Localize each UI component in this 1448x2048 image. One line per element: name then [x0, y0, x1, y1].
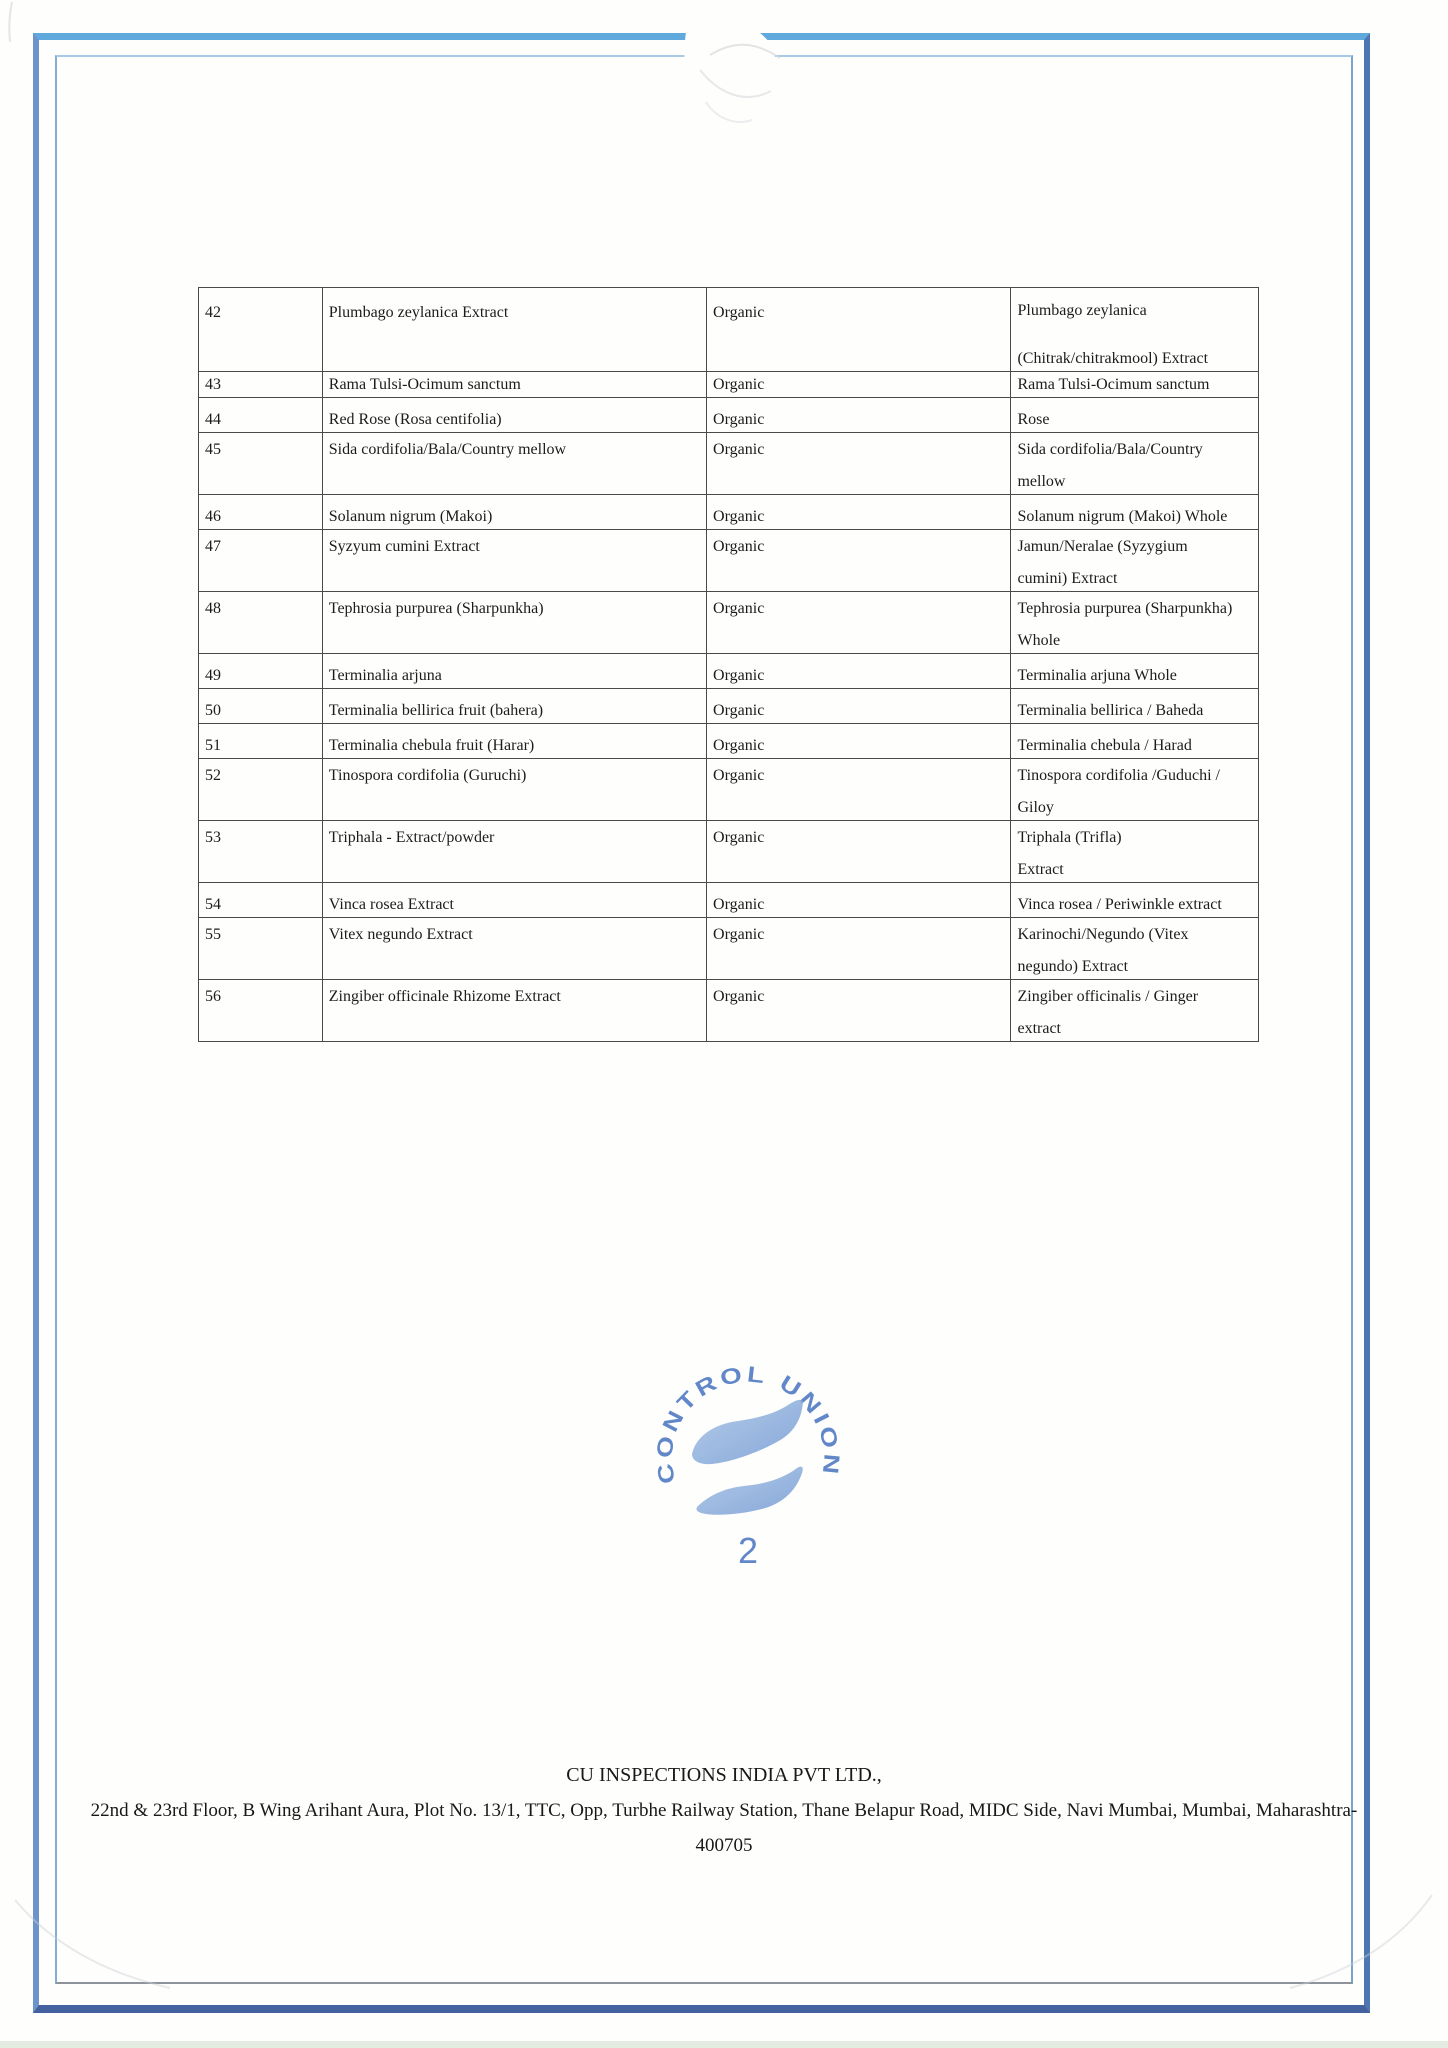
certification-cell: [707, 398, 1011, 432]
certified-name-line: Giloy: [1017, 799, 1054, 816]
certification-status: Organic: [713, 376, 765, 393]
certified-name-line: Vinca rosea / Periwinkle extract: [1017, 896, 1222, 913]
scan-edge-strip: [0, 2041, 1448, 2048]
certified-name-cell: [1011, 724, 1258, 758]
row-number: 49: [205, 667, 221, 684]
certified-name-line: Terminalia bellirica / Baheda: [1017, 702, 1204, 719]
certified-name-line: cumini) Extract: [1017, 570, 1118, 587]
table-row: [199, 495, 1258, 530]
row-number-cell: [199, 495, 323, 529]
row-number: 56: [205, 988, 221, 1005]
certification-status: Organic: [713, 538, 765, 555]
stamp-graphic: [650, 1358, 846, 1570]
table-row: [199, 980, 1258, 1042]
product-name-cell: [323, 592, 707, 653]
row-number-cell: [199, 398, 323, 432]
certification-status: Organic: [713, 411, 765, 428]
certification-status: Organic: [713, 896, 765, 913]
certification-status: Organic: [713, 441, 765, 458]
certified-name-cell: [1011, 433, 1258, 494]
row-number: 44: [205, 411, 221, 428]
row-number: 51: [205, 737, 221, 754]
certified-name-line: Rose: [1017, 411, 1050, 428]
row-number: 55: [205, 926, 221, 943]
table-row: [199, 372, 1258, 398]
certified-name-cell: [1011, 288, 1258, 371]
certification-status: Organic: [713, 829, 765, 846]
certified-name-cell: [1011, 530, 1258, 591]
product-name-cell: [323, 495, 707, 529]
product-name-cell: [323, 530, 707, 591]
table-row: [199, 759, 1258, 821]
company-name: CU INSPECTIONS INDIA PVT LTD.,: [566, 1764, 882, 1786]
certified-name-line: Solanum nigrum (Makoi) Whole: [1017, 508, 1228, 525]
product-name-cell: [323, 433, 707, 494]
product-name: Zingiber officinale Rhizome Extract: [328, 988, 561, 1005]
certified-name-cell: [1011, 883, 1258, 917]
table-row: [199, 654, 1258, 689]
row-number: 48: [205, 600, 221, 617]
row-number: 42: [205, 304, 221, 321]
product-name: Red Rose (Rosa centifolia): [328, 411, 502, 428]
table-row: [199, 433, 1258, 495]
certification-cell: [707, 821, 1011, 882]
certified-name-line: Sida cordifolia/Bala/Country: [1017, 441, 1203, 458]
certification-cell: [707, 654, 1011, 688]
product-name-cell: [323, 980, 707, 1041]
certified-name-line: Jamun/Neralae (Syzygium: [1017, 538, 1188, 555]
certification-status: Organic: [713, 702, 765, 719]
certified-name-line: extract: [1017, 1020, 1061, 1037]
row-number: 50: [205, 702, 221, 719]
product-name-cell: [323, 689, 707, 723]
certification-cell: [707, 689, 1011, 723]
certification-status: Organic: [713, 926, 765, 943]
certified-name-line: mellow: [1017, 473, 1066, 490]
stamp-page-number: 2: [737, 1530, 759, 1570]
row-number-cell: [199, 689, 323, 723]
certification-cell: [707, 530, 1011, 591]
row-number-cell: [199, 433, 323, 494]
certified-name-line: Triphala (Trifla): [1017, 829, 1122, 846]
row-number-cell: [199, 883, 323, 917]
product-name: Triphala - Extract/powder: [328, 829, 495, 846]
certified-name-cell: [1011, 398, 1258, 432]
postal-code: 400705: [695, 1835, 753, 1856]
certification-status: Organic: [713, 304, 765, 321]
product-name: Terminalia chebula fruit (Harar): [328, 737, 535, 754]
certification-status: Organic: [713, 667, 765, 684]
row-number: 46: [205, 508, 221, 525]
row-number-cell: [199, 288, 323, 371]
table-row: [199, 530, 1258, 592]
certified-name-cell: [1011, 759, 1258, 820]
table-row: [199, 288, 1258, 372]
organic-products-table: [198, 287, 1259, 1042]
certified-name-line: Tephrosia purpurea (Sharpunkha): [1017, 600, 1233, 617]
product-name-cell: [323, 398, 707, 432]
certification-cell: [707, 433, 1011, 494]
product-name-cell: [323, 372, 707, 397]
certification-cell: [707, 724, 1011, 758]
certification-cell: [707, 372, 1011, 397]
table-row: [199, 821, 1258, 883]
certification-status: Organic: [713, 508, 765, 525]
certified-name-line: Terminalia arjuna Whole: [1017, 667, 1177, 684]
product-name-cell: [323, 654, 707, 688]
control-union-stamp: [650, 1358, 846, 1570]
row-number-cell: [199, 654, 323, 688]
table-row: [199, 918, 1258, 980]
product-name-cell: [323, 821, 707, 882]
certified-name-line: Terminalia chebula / Harad: [1017, 737, 1192, 754]
table-row: [199, 689, 1258, 724]
certified-name-line: Whole: [1017, 632, 1061, 649]
footer-address-block: [40, 1758, 1408, 1863]
stamp-arc-text: CONTROL UNION: [651, 1361, 845, 1486]
certification-cell: [707, 288, 1011, 371]
table-row: [199, 883, 1258, 918]
row-number-cell: [199, 918, 323, 979]
product-name: Rama Tulsi-Ocimum sanctum: [328, 376, 521, 393]
certified-name-line: Rama Tulsi-Ocimum sanctum: [1017, 376, 1210, 393]
product-name: Terminalia arjuna: [328, 667, 442, 684]
product-name: Vinca rosea Extract: [328, 896, 454, 913]
product-name-cell: [323, 759, 707, 820]
row-number-cell: [199, 821, 323, 882]
certification-cell: [707, 592, 1011, 653]
row-number: 53: [205, 829, 221, 846]
row-number-cell: [199, 372, 323, 397]
row-number-cell: [199, 980, 323, 1041]
row-number: 47: [205, 538, 221, 555]
row-number: 45: [205, 441, 221, 458]
product-name: Vitex negundo Extract: [328, 926, 473, 943]
certification-cell: [707, 495, 1011, 529]
product-name: Terminalia bellirica fruit (bahera): [328, 702, 544, 719]
certified-name-cell: [1011, 821, 1258, 882]
row-number-cell: [199, 530, 323, 591]
certification-cell: [707, 759, 1011, 820]
certified-name-line: negundo) Extract: [1017, 958, 1129, 975]
row-number: 52: [205, 767, 221, 784]
table-row: [199, 592, 1258, 654]
row-number-cell: [199, 759, 323, 820]
certification-cell: [707, 980, 1011, 1041]
certification-cell: [707, 918, 1011, 979]
certified-name-cell: [1011, 918, 1258, 979]
row-number-cell: [199, 724, 323, 758]
product-name: Syzyum cumini Extract: [328, 538, 480, 555]
certified-name-cell: [1011, 654, 1258, 688]
company-address: 22nd & 23rd Floor, B Wing Arihant Aura, Plot No. 13/1, TTC, Opp, Turbhe Railway Station, Thane Belapur Road, MIDC Side, Navi Mumbai, Mumbai, Maharashtra-: [90, 1800, 1358, 1821]
product-name: Tephrosia purpurea (Sharpunkha): [328, 600, 544, 617]
certification-status: Organic: [713, 600, 765, 617]
certification-status: Organic: [713, 767, 765, 784]
certified-name-cell: [1011, 689, 1258, 723]
certification-status: Organic: [713, 737, 765, 754]
certification-status: Organic: [713, 988, 765, 1005]
certified-name-line: Karinochi/Negundo (Vitex: [1017, 926, 1189, 943]
certified-name-line: (Chitrak/chitrakmool) Extract: [1017, 350, 1209, 367]
certified-name-line: Extract: [1017, 861, 1064, 878]
certified-name-line: Zingiber officinalis / Ginger: [1017, 988, 1199, 1005]
product-name-cell: [323, 724, 707, 758]
stamp-swoosh-logo: [692, 1400, 803, 1515]
row-number: 54: [205, 896, 221, 913]
row-number-cell: [199, 592, 323, 653]
product-name: Plumbago zeylanica Extract: [328, 304, 509, 321]
product-name-cell: [323, 288, 707, 371]
product-name: Solanum nigrum (Makoi): [328, 508, 493, 525]
table-row: [199, 398, 1258, 433]
certified-name-cell: [1011, 495, 1258, 529]
certified-name-cell: [1011, 372, 1258, 397]
certified-name-line: Tinospora cordifolia /Guduchi /: [1017, 767, 1220, 784]
table-row: [199, 724, 1258, 759]
certification-cell: [707, 883, 1011, 917]
product-name-cell: [323, 883, 707, 917]
product-name-cell: [323, 918, 707, 979]
certified-name-cell: [1011, 980, 1258, 1041]
row-number: 43: [205, 376, 221, 393]
certified-name-cell: [1011, 592, 1258, 653]
product-name: Tinospora cordifolia (Guruchi): [328, 767, 527, 784]
certified-name-line: Plumbago zeylanica: [1017, 302, 1147, 319]
product-name: Sida cordifolia/Bala/Country mellow: [328, 441, 567, 458]
